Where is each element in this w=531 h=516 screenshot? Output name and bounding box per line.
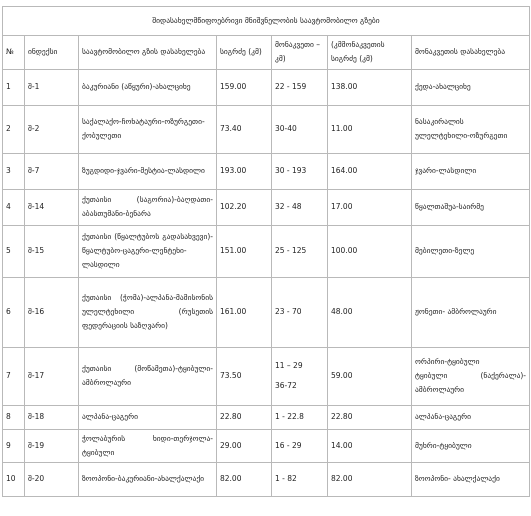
cell-num: 4 (3, 189, 25, 225)
cell-road-name: ზუგდიდი-ჯვარი-მესტია-ლასდილი (79, 153, 217, 189)
cell-length: 102.20 (217, 189, 272, 225)
cell-section-length: 22.80 (328, 405, 412, 429)
cell-section (272, 429, 328, 463)
section-name-line: ჟონეთი- ამბროლაური (415, 306, 497, 316)
cell-road-name: ქუთაისი (მოწამეთა)-ტყიბული-ამბროლაური (79, 347, 217, 405)
header-road-name: საავტომობილო გზის დასახელება (79, 36, 217, 70)
cell-section (272, 105, 328, 153)
cell-road-name: ქუთაისი (ჭომა)-ალპანა-მამისონის ულელტეხილი (რუსეთის ფედერაციის საზღვარი) (79, 277, 217, 347)
cell-length: 73.50 (217, 347, 272, 405)
cell-road-name: ჭოლაბურის ხიდი-თერჯოლა-ტყიბული (79, 429, 217, 463)
table-row (3, 429, 530, 463)
cell-num: 7 (3, 347, 25, 405)
cell-section-name (412, 463, 530, 497)
header-length: სიგრძე (კმ) (217, 36, 272, 70)
cell-length: 159.00 (217, 69, 272, 105)
cell-section (272, 225, 328, 277)
section-range: 25 - 125 (275, 245, 307, 255)
cell-section (272, 463, 328, 497)
section-range: 30-40 (275, 123, 297, 133)
section-name-line: ზოოპონი- ახალქალაქი (415, 474, 500, 484)
table-row (3, 277, 530, 347)
section-range: 32 - 48 (275, 201, 302, 211)
cell-length: 82.00 (217, 463, 272, 497)
table-row (3, 189, 530, 225)
cell-section (272, 69, 328, 105)
cell-section-name (412, 405, 530, 429)
section-name-line: ქედა-ახალციხე (415, 81, 471, 91)
cell-section-length: 14.00 (328, 429, 412, 463)
cell-road-name: ალპანა-ცაგერი (79, 405, 217, 429)
cell-section-name (412, 429, 530, 463)
cell-index: შ-16 (25, 277, 79, 347)
section-name-line: ნასაკირალის (415, 116, 464, 126)
table-row (3, 105, 530, 153)
section-name-line: მებილეთი-ზელე (415, 245, 475, 255)
table-row (3, 153, 530, 189)
cell-section-length: 82.00 (328, 463, 412, 497)
cell-index: შ-7 (25, 153, 79, 189)
section-name-line: ტყიბული (ნაქერალა)-ამბროლაური (415, 370, 527, 395)
cell-road-name: ზოოპონი-ბაკურიანი-ახალქალაქი (79, 463, 217, 497)
section-name-line: წყალთაშუა-საირმე (415, 201, 484, 211)
cell-num: 10 (3, 463, 25, 497)
header-section-length: (კმმონაკვეთის სიგრძე (კმ) (328, 36, 412, 70)
cell-section-length: 138.00 (328, 69, 412, 105)
section-range: 23 - 70 (275, 306, 302, 316)
cell-length: 22.80 (217, 405, 272, 429)
cell-section (272, 347, 328, 405)
cell-section-length: 11.00 (328, 105, 412, 153)
cell-road-name: საქალაქო-ჩოხატაური-ოზურგეთი-ქობულეთი (79, 105, 217, 153)
section-range: 22 - 159 (275, 81, 307, 91)
cell-index: შ-18 (25, 405, 79, 429)
cell-num: 9 (3, 429, 25, 463)
cell-road-name: ბაკურიანი (აწყური)-ახალციხე (79, 69, 217, 105)
section-name-line: ჯვარი-ლასდილი (415, 165, 477, 175)
table-row (3, 225, 530, 277)
section-range: 30 - 193 (275, 165, 307, 175)
roads-table (2, 6, 530, 497)
cell-length: 193.00 (217, 153, 272, 189)
section-name-line: მუხრი-ტყიბული (415, 440, 472, 450)
section-name-line: ორპირი-ტყიბული (415, 356, 480, 366)
header-section-name: მონაკვეთის დასახელება (412, 36, 530, 70)
cell-section-name (412, 277, 530, 347)
cell-section (272, 189, 328, 225)
cell-length: 151.00 (217, 225, 272, 277)
table-row (3, 69, 530, 105)
cell-num: 5 (3, 225, 25, 277)
cell-num: 2 (3, 105, 25, 153)
cell-num: 3 (3, 153, 25, 189)
header-index: ინდექსი (25, 36, 79, 70)
table-header-row (3, 36, 530, 70)
cell-index: შ-2 (25, 105, 79, 153)
cell-length: 29.00 (217, 429, 272, 463)
table-row (3, 463, 530, 497)
cell-index: შ-15 (25, 225, 79, 277)
cell-num: 8 (3, 405, 25, 429)
cell-index: შ-17 (25, 347, 79, 405)
cell-section-length: 164.00 (328, 153, 412, 189)
section-range: 11 – 29 (275, 360, 303, 370)
cell-section (272, 405, 328, 429)
cell-road-name: ქუთაისი (საგორია)-ბაღდათი-აბასთუმანი-ბენარა (79, 189, 217, 225)
cell-section-length: 59.00 (328, 347, 412, 405)
cell-num: 6 (3, 277, 25, 347)
cell-section-name (412, 153, 530, 189)
table-title-row (3, 7, 530, 36)
cell-index: შ-19 (25, 429, 79, 463)
section-name-line: ალპანა-ცაგერი (415, 411, 471, 421)
section-range: 1 - 82 (275, 474, 297, 484)
cell-index: შ-1 (25, 69, 79, 105)
cell-index: შ-14 (25, 189, 79, 225)
section-range: 36-72 (275, 381, 297, 390)
cell-section-length: 48.00 (328, 277, 412, 347)
cell-section (272, 277, 328, 347)
cell-section (272, 153, 328, 189)
cell-section-name (412, 189, 530, 225)
table-title: შიდასახელმწიფოებრივი მნიშვნელობის საავტომობილო გზები (3, 7, 530, 36)
cell-road-name: ქუთაისი (წყალტუბოს გადასახვევი)-წყალტუბო-ცაგერი-ლენტეხი-ლასდილი (79, 225, 217, 277)
section-name-line: ულელტეხილი-ოზურგეთი (415, 131, 508, 140)
section-range: 1 - 22.8 (275, 411, 304, 421)
cell-section-name (412, 225, 530, 277)
cell-index: შ-20 (25, 463, 79, 497)
header-num: № (3, 36, 25, 70)
table-row (3, 347, 530, 405)
cell-section-length: 17.00 (328, 189, 412, 225)
cell-length: 161.00 (217, 277, 272, 347)
cell-section-name (412, 105, 530, 153)
cell-section-name (412, 347, 530, 405)
header-section: მონაკვეთი – კმ) (272, 36, 328, 70)
table-row (3, 405, 530, 429)
cell-num: 1 (3, 69, 25, 105)
section-range: 16 - 29 (275, 440, 302, 450)
cell-length: 73.40 (217, 105, 272, 153)
cell-section-length: 100.00 (328, 225, 412, 277)
cell-section-name (412, 69, 530, 105)
